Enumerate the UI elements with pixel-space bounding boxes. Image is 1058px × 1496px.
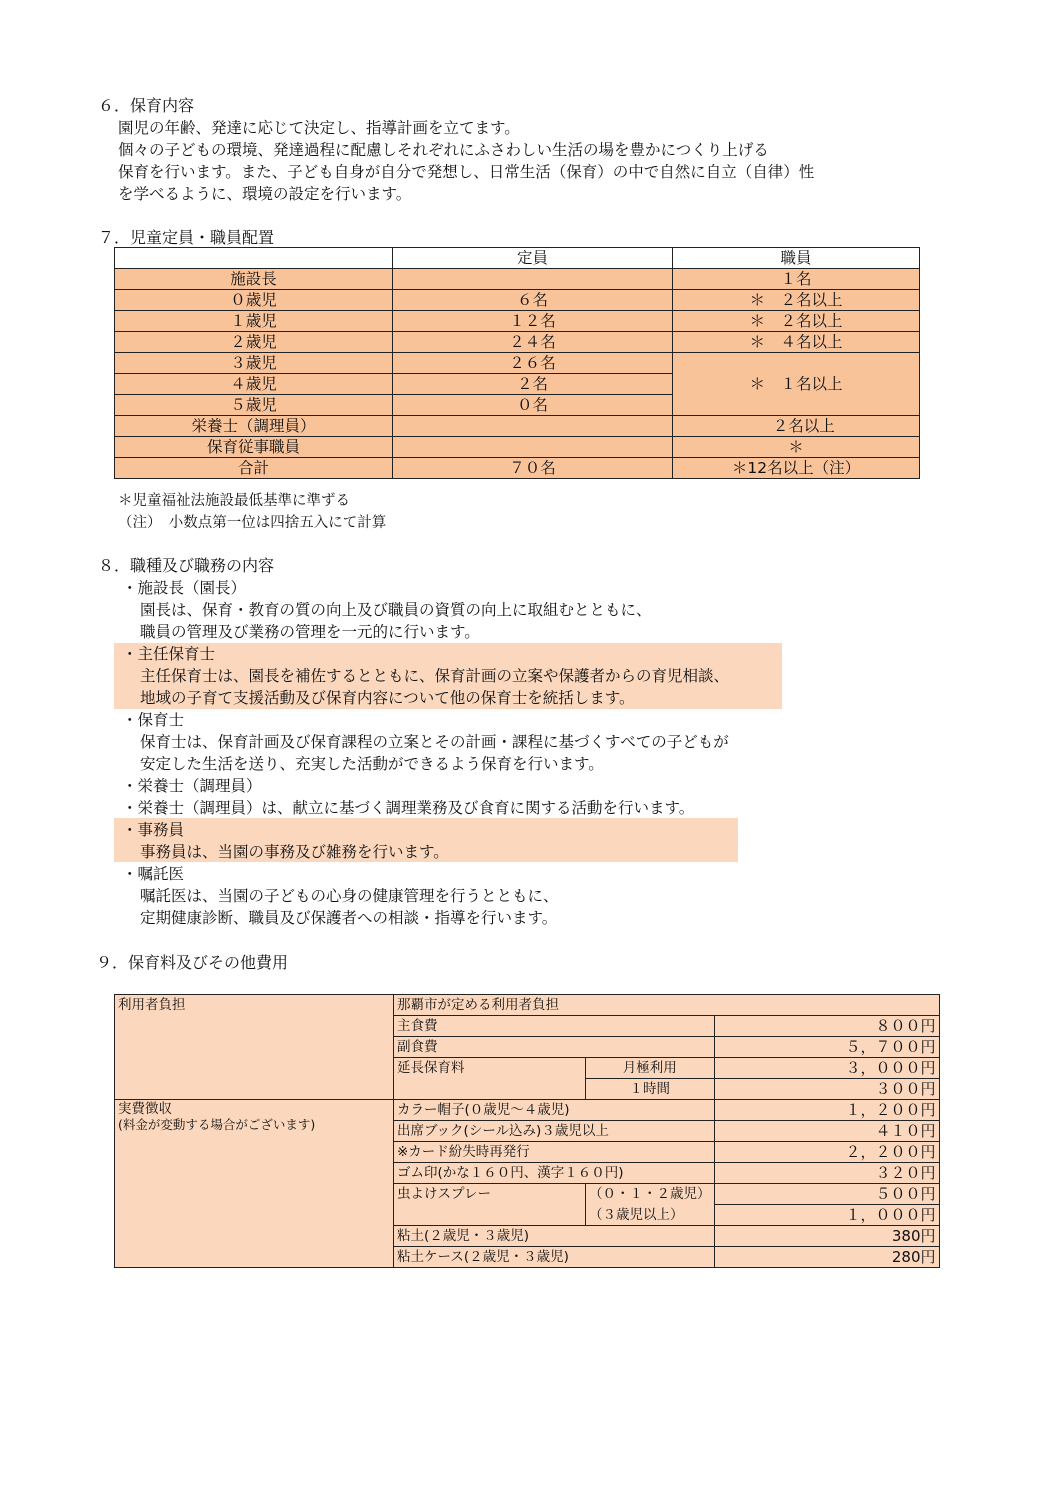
section-6-line: 保育を行います。また、子ども自身が自分で発想し、日常生活（保育）の中で自然に自立（自律）性 <box>118 163 815 181</box>
row-shokuin: ＊ ２名以上 <box>673 311 920 332</box>
row-teiin: ６名 <box>393 290 673 311</box>
role-desc: 嘱託医は、当園の子どもの心身の健康管理を行うとともに、 <box>140 887 559 905</box>
role-desc: 職員の管理及び業務の管理を一元的に行います。 <box>140 623 480 641</box>
row-shokuin: ２名以上 <box>673 416 920 437</box>
header-shokuin: 職員 <box>673 248 920 269</box>
fee-value: 280円 <box>714 1247 939 1268</box>
fee-label: カラー帽子(０歳児～４歳児) <box>394 1100 715 1121</box>
row-label: ４歳児 <box>115 374 393 395</box>
role-desc: 事務員は、当園の事務及び雑務を行います。 <box>140 843 449 861</box>
table-row <box>115 995 940 1016</box>
fee-label: 虫よけスプレー <box>394 1184 586 1205</box>
table-row <box>115 416 920 437</box>
header-teiin: 定員 <box>393 248 673 269</box>
fee-value: ３００円 <box>714 1079 939 1100</box>
fee-value: ５００円 <box>714 1184 939 1205</box>
role-desc: 定期健康診断、職員及び保護者への相談・指導を行います。 <box>140 909 558 927</box>
table-row <box>115 290 920 311</box>
row-teiin: ７０名 <box>393 458 673 479</box>
role-name: ・事務員 <box>122 821 185 839</box>
fee-category-riyosha: 利用者負担 <box>115 995 394 1100</box>
table-header-row <box>115 248 920 269</box>
fee-value: ３，０００円 <box>714 1058 939 1079</box>
table-row <box>115 269 920 290</box>
fee-label: 主食費 <box>394 1016 715 1037</box>
row-label: 合計 <box>115 458 393 479</box>
row-label: ０歳児 <box>115 290 393 311</box>
role-desc: 園長は、保育・教育の質の向上及び職員の資質の向上に取組むとともに、 <box>140 601 652 619</box>
fee-value: ３２０円 <box>714 1163 939 1184</box>
fee-label-empty <box>394 1205 586 1226</box>
row-shokuin: ＊ <box>673 437 920 458</box>
fee-label: 副食費 <box>394 1037 715 1058</box>
role-desc: ・栄養士（調理員）は、献立に基づく調理業務及び食育に関する活動を行います。 <box>122 799 695 817</box>
role-name: ・嘱託医 <box>122 865 185 883</box>
row-label: 施設長 <box>115 269 393 290</box>
fee-value: ８００円 <box>714 1016 939 1037</box>
fee-value: ４１０円 <box>714 1121 939 1142</box>
row-label: １歳児 <box>115 311 393 332</box>
table-row <box>115 437 920 458</box>
fee-value: １，２００円 <box>714 1100 939 1121</box>
table-row <box>115 1100 940 1121</box>
header-cell <box>115 248 393 269</box>
table-row <box>115 311 920 332</box>
row-label: 栄養士（調理員） <box>115 416 393 437</box>
row-label: ３歳児 <box>115 353 393 374</box>
role-desc: 安定した生活を送り、充実した活動ができるよう保育を行います。 <box>140 755 604 773</box>
row-teiin: ２名 <box>393 374 673 395</box>
table-note: ＊児童福祉法施設最低基準に準ずる <box>118 493 350 509</box>
jippi-title: 実費徴収 <box>118 1101 172 1117</box>
fee-table <box>114 994 940 1268</box>
fee-label: 出席ブック(シール込み)３歳児以上 <box>394 1121 715 1142</box>
section-9-title: ９．保育料及びその他費用 <box>96 953 289 972</box>
staff-table <box>114 247 920 479</box>
section-7-title: ７．児童定員・職員配置 <box>98 228 275 247</box>
section-6-title: ６．保育内容 <box>98 96 195 115</box>
role-name: ・保育士 <box>122 711 185 729</box>
row-label: ２歳児 <box>115 332 393 353</box>
section-8-title: ８．職種及び職務の内容 <box>98 556 275 575</box>
row-teiin <box>393 437 673 458</box>
row-teiin <box>393 416 673 437</box>
fee-naha: 那覇市が定める利用者負担 <box>394 995 940 1016</box>
row-shokuin: ＊ ４名以上 <box>673 332 920 353</box>
section-6-line: を学べるように、環境の設定を行います。 <box>118 185 412 203</box>
fee-label: 粘土(２歳児・３歳児) <box>394 1226 715 1247</box>
table-note: （注） 小数点第一位は四捨五入にて計算 <box>118 515 387 531</box>
fee-label: ※カード紛失時再発行 <box>394 1142 715 1163</box>
role-desc: 保育士は、保育計画及び保育課程の立案とその計画・課程に基づくすべての子どもが <box>140 733 729 751</box>
fee-sublabel: （３歳児以上） <box>586 1205 715 1226</box>
fee-value: １，０００円 <box>714 1205 939 1226</box>
fee-value: ２，２００円 <box>714 1142 939 1163</box>
fee-value: ５，７００円 <box>714 1037 939 1058</box>
role-name: ・主任保育士 <box>122 645 216 663</box>
row-shokuin: １名 <box>673 269 920 290</box>
fee-label: ゴム印(かな１６０円、漢字１６０円) <box>394 1163 715 1184</box>
table-row <box>115 353 920 374</box>
fee-sublabel: １時間 <box>586 1079 715 1100</box>
role-name: ・施設長（園長） <box>122 579 247 597</box>
row-teiin <box>393 269 673 290</box>
row-label: 保育従事職員 <box>115 437 393 458</box>
fee-value: 380円 <box>714 1226 939 1247</box>
fee-label: 延長保育料 <box>394 1058 586 1100</box>
fee-category-jippi <box>115 1100 394 1268</box>
role-name: ・栄養士（調理員） <box>122 777 262 795</box>
role-desc: 地域の子育て支援活動及び保育内容について他の保育士を統括します。 <box>140 689 635 707</box>
row-teiin: １２名 <box>393 311 673 332</box>
row-shokuin-merged: ＊ １名以上 <box>673 353 920 416</box>
table-row <box>115 332 920 353</box>
row-shokuin: ＊ ２名以上 <box>673 290 920 311</box>
role-desc: 主任保育士は、園長を補佐するとともに、保育計画の立案や保護者からの育児相談、 <box>140 667 730 685</box>
fee-sublabel: 月極利用 <box>586 1058 715 1079</box>
row-teiin: ２４名 <box>393 332 673 353</box>
row-shokuin: ＊12名以上（注） <box>673 458 920 479</box>
table-row-total <box>115 458 920 479</box>
section-6-line: 園児の年齢、発達に応じて決定し、指導計画を立てます。 <box>118 119 520 137</box>
fee-label: 粘土ケース(２歳児・３歳児) <box>394 1247 715 1268</box>
row-teiin: ０名 <box>393 395 673 416</box>
jippi-note: (料金が変動する場合がございます) <box>118 1117 316 1132</box>
row-teiin: ２６名 <box>393 353 673 374</box>
row-label: ５歳児 <box>115 395 393 416</box>
fee-sublabel: （０・１・２歳児） <box>586 1184 715 1205</box>
section-6-line: 個々の子どもの環境、発達過程に配慮しそれぞれにふさわしい生活の場を豊かにつくり上げる <box>118 141 769 159</box>
